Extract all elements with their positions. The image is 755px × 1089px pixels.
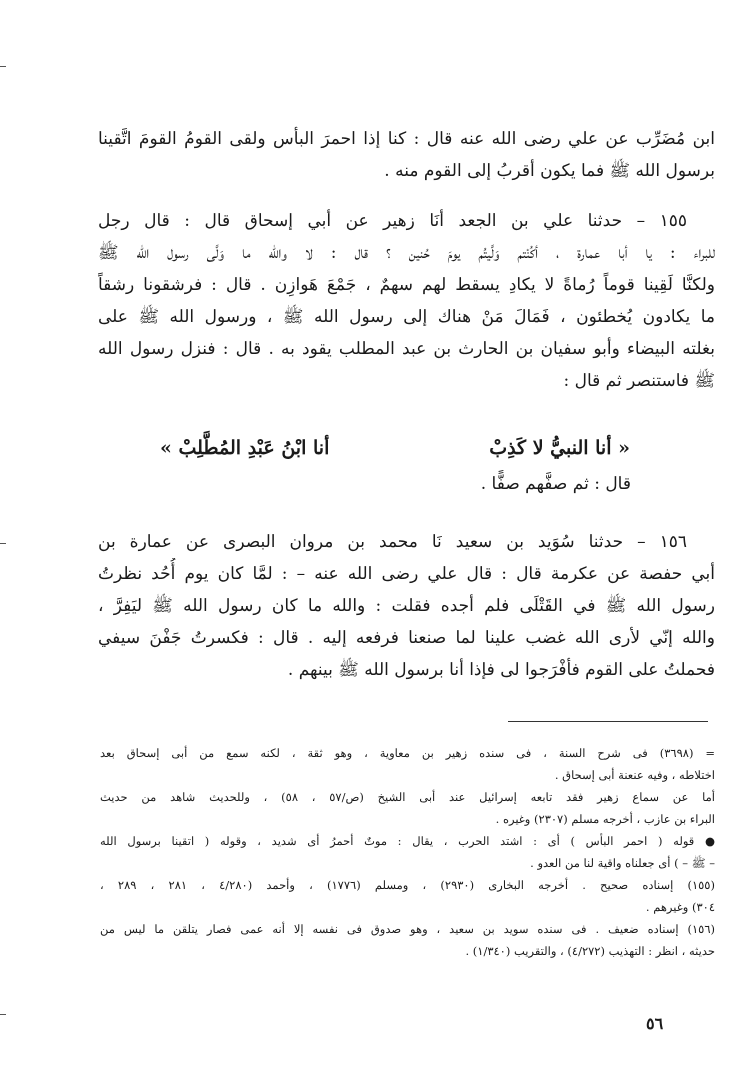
text-line: برسول الله ﷺ فما يكون أقربُ إلى القوم منه . xyxy=(384,161,715,181)
footnote-156: (١٥٦) إسناده ضعيف . فى سنده سويد بن سعيد ، وهو صدوق فى نفسه إلا أنه عمى فصار يتلقن ما ليس من xyxy=(100,922,715,936)
page-number: ٥٦ xyxy=(646,1014,664,1033)
after-verse xyxy=(98,468,715,500)
verse-second-hemistich: أنا ابْنُ عَبْدِ المُطَّلِبْ » xyxy=(160,437,330,459)
text-line: ١٥٦ – حدثنا سُوَيد بن سعيد نَا محمد بن مروان البصرى عن عمارة بن xyxy=(98,532,687,552)
footnote-line: أما عن سماع زهير فقد تابعه إسرائيل عند أبى الشيخ (ص/٥٧ ، ٥٨) ، وللحديث شاهد من حديث xyxy=(100,790,715,804)
text-line: ولكنَّا لَقِينا قوماً رُماةً لا يكادِ يسقط لهم سهمٌ ، جَمْعَ هَوازِن . قال : فرشقونا رشقاً xyxy=(98,275,715,295)
footnote-line: = (٣٦٩٨) فى شرح السنة ، فى سنده زهير بن معاوية ، وهو ثقة ، لكنه سمع من أبى إسحاق بعد xyxy=(100,746,715,760)
footnote-line: حديثه ، انظر : التهذيب (٤/٢٧٢) ، والتقريب (١/٣٤٠) . xyxy=(465,944,715,958)
text-line: ابن مُضَرِّب عن علي رضى الله عنه قال : كنا إذا احمرَ البأس ولقى القومُ القومَ اتَّقينا xyxy=(98,129,715,149)
text-line: ﷺ فاستنصر ثم قال : xyxy=(563,371,715,391)
text-line: ما يكادون يُخطئون ، فَمَالَ مَنْ هناك إلى رسول الله ﷺ ، ورسول الله ﷺ على xyxy=(98,307,715,327)
paragraph-1 xyxy=(98,123,715,187)
footnote-line: ٣٠٤) وغيرهم . xyxy=(645,900,715,914)
text-line: بغلته البيضاء وأبو سفيان بن الحارث بن عبد المطلب يقود به . قال : فنزل رسول الله xyxy=(98,339,715,359)
margin-mark xyxy=(0,1014,6,1015)
text-line: قال : ثم صفَّهم صفًّا . xyxy=(480,474,631,494)
footnotes xyxy=(100,742,715,962)
text-line: رسول الله ﷺ في القَتْلَى فلم أجده فقلت : والله ما كان رسول الله ﷺ ليَفِرَّ ، xyxy=(98,596,715,616)
text-line: ١٥٥ – حدثنا علي بن الجعد أنَا زهير عن أبي إسحاق قال : قال رجل xyxy=(98,211,687,231)
margin-mark xyxy=(0,66,6,67)
margin-mark xyxy=(0,543,6,544)
hadith-155 xyxy=(98,205,715,397)
footnote-line: ● قوله ( احمر البأس ) أى : اشتد الحرب ، يقال : موتٌ أحمرُ أى شديد ، وقوله ( اتقينا برسول الله xyxy=(100,834,715,848)
footnote-line: – ﷺ – ) أى جعلناه واقية لنا من العدو . xyxy=(530,856,715,870)
footnote-separator xyxy=(508,721,708,722)
footnote-155: (١٥٥) إسناده صحيح . أخرجه البخارى (٢٩٣٠) ، ومسلم (١٧٧٦) ، وأحمد (٤/٢٨٠ ، ٢٨١ ، ٢٨٩ ، xyxy=(100,878,715,892)
verse-first-hemistich: « أنا النبيُّ لا كَذِبْ xyxy=(489,437,630,459)
text-line: للبراء : يا أبا عمارة ، أكُنْتم وَلَّيتُم يومَ حُنين ؟ قال : لا والله ما وَلَّى رسول الله ﷺ xyxy=(98,243,715,263)
hadith-156 xyxy=(98,526,715,686)
text-line: والله إنّي لأرى الله غضب علينا لما صنعنا فرفعه إليه . قال : فكسرتُ جَفْنَ سيفي xyxy=(98,628,715,648)
text-line: فحملتُ على القوم فأفْرَجوا لى فإذا أنا برسول الله ﷺ بينهم . xyxy=(287,660,715,680)
footnote-line: اختلاطه ، وفيه عنعنة أبى إسحاق . xyxy=(554,768,715,782)
footnote-line: البراء بن عازب ، أخرجه مسلم (٢٣٠٧) وغيره . xyxy=(495,812,715,826)
text-line: أبي حفصة عن عكرمة قال : قال علي رضى الله عنه – : لمَّا كان يوم أُحُد نظرتُ xyxy=(98,564,715,584)
